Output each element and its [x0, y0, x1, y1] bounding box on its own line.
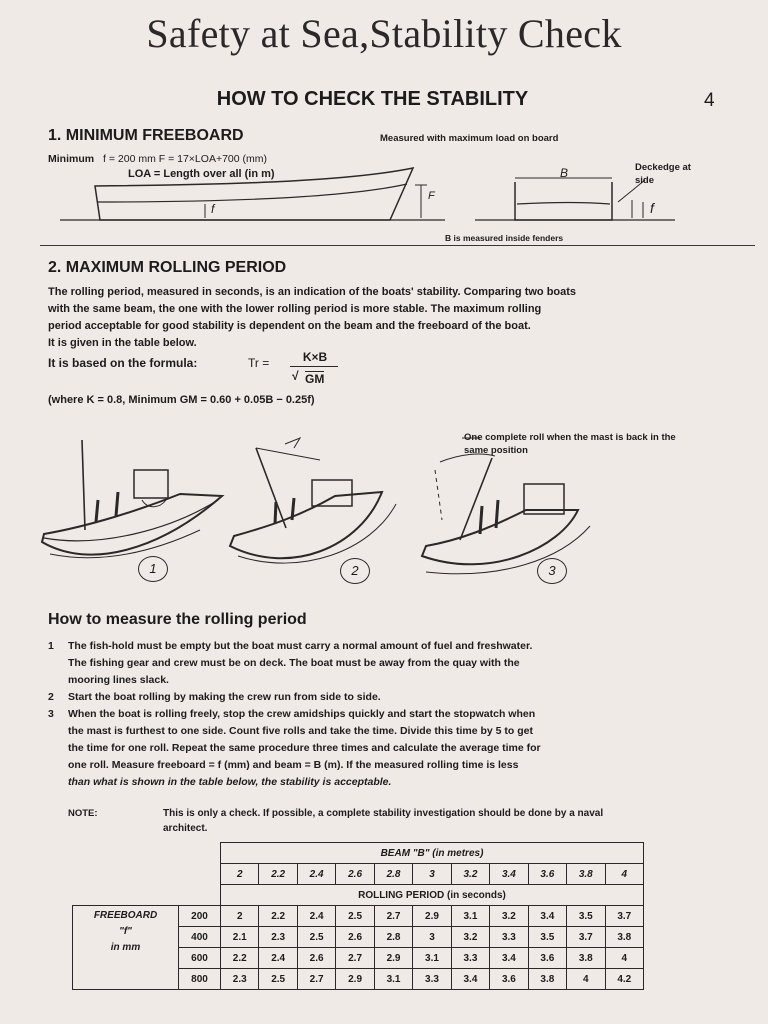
illustration-number-1: 1 [138, 556, 168, 582]
minimum-freeboard-heading: 1. MINIMUM FREEBOARD [48, 127, 244, 144]
table-cell: 2.2 [259, 906, 297, 927]
step-line: The fish-hold must be empty but the boat must carry a normal amount of fuel and freshwater. [68, 640, 533, 652]
table-cell: 3.6 [528, 948, 566, 969]
table-cell: 2 [221, 906, 259, 927]
step-line: one roll. Measure freeboard = f (mm) and beam = B (m). If the measured rolling time is less [68, 759, 519, 771]
freeboard-label-cell [73, 906, 179, 990]
loa-definition: LOA = Length over all (in m) [128, 168, 275, 180]
boat-illustration-2 [230, 438, 396, 563]
table-cell: 3.4 [451, 969, 489, 990]
table-cell: 3.4 [490, 948, 528, 969]
table-cell: 3.2 [451, 927, 489, 948]
minimum-label: Minimum [48, 153, 95, 165]
freeboard-label: FREEBOARD [93, 910, 158, 921]
roll-annotation: One complete roll when the mast is back in the same position [464, 432, 676, 456]
beam-cell: 3 [413, 864, 451, 885]
beam-cell: 3.4 [490, 864, 528, 885]
beam-cell: 2.8 [374, 864, 412, 885]
table-row [73, 906, 644, 927]
beam-cell: 3.2 [451, 864, 489, 885]
measure-step-2 [48, 689, 728, 706]
measure-step-3 [48, 706, 728, 791]
table-cell: 2.9 [413, 906, 451, 927]
table-cell: 3.5 [567, 906, 605, 927]
beam-cell: 2 [221, 864, 259, 885]
table-cell: 3.7 [567, 927, 605, 948]
table-cell: 2.7 [297, 969, 335, 990]
table-cell: 3.4 [528, 906, 566, 927]
freeboard-symbol: "f" [119, 926, 132, 937]
section-divider [40, 245, 755, 246]
table-cell: 2.5 [336, 906, 374, 927]
rolling-header-row [73, 885, 644, 906]
table-cell: 2.9 [374, 948, 412, 969]
beam-cell: 3.6 [528, 864, 566, 885]
table-cell: 3.1 [413, 948, 451, 969]
label-f: f [211, 202, 215, 216]
table-cell: 3.8 [605, 927, 643, 948]
table-cell: 2.8 [374, 927, 412, 948]
rolling-period-heading: 2. MAXIMUM ROLLING PERIOD [48, 259, 287, 276]
freeboard-value: 600 [179, 948, 221, 969]
deck-line [97, 184, 407, 202]
formula-intro: It is based on the formula: [48, 356, 198, 370]
table-cell: 2.1 [221, 927, 259, 948]
beam-cell: 2.4 [297, 864, 335, 885]
table-cell: 4.2 [605, 969, 643, 990]
step-line: the mast is furthest to one side. Count five rolls and take the time. Divide this time by 5 to get [68, 725, 533, 737]
table-cell: 3.3 [413, 969, 451, 990]
paragraph-line: It is given in the table below. [48, 337, 197, 349]
table-cell: 2.5 [259, 969, 297, 990]
beam-cell: 2.6 [336, 864, 374, 885]
step-line: the time for one roll. Repeat the same procedure three times and calculate the average time for [68, 742, 541, 754]
beam-values-row [73, 864, 644, 885]
label-f-section: f [650, 200, 654, 216]
freeboard-unit: in mm [110, 942, 141, 953]
section-subtitle: HOW TO CHECK THE STABILITY [216, 88, 529, 110]
page-number: 4 [704, 90, 715, 111]
sqrt-sign: √ [292, 369, 299, 383]
note-label: NOTE: [68, 808, 98, 819]
beam-cell: 2.2 [259, 864, 297, 885]
paragraph-line: with the same beam, the one with the lower rolling period is more stable. The maximum rolling [48, 303, 542, 315]
measure-step-1 [48, 638, 728, 689]
page-title: Safety at Sea,Stability Check [146, 11, 622, 56]
table-cell: 2.9 [336, 969, 374, 990]
formula-denominator: GM [305, 372, 325, 386]
measure-steps [48, 638, 728, 791]
illustration-number-2: 2 [340, 558, 370, 584]
hull-section [515, 182, 612, 220]
freeboard-value: 200 [179, 906, 221, 927]
rolling-period-table [72, 842, 644, 990]
table-cell: 3.7 [605, 906, 643, 927]
step-number: 3 [48, 708, 54, 720]
beam-cell: 3.8 [567, 864, 605, 885]
paragraph-line: period acceptable for good stability is dependent on the beam and the freeboard of the boat. [48, 320, 531, 332]
table-cell: 4 [567, 969, 605, 990]
rolling-paragraph [48, 284, 708, 352]
deckedge-label: Deckedge at side [635, 162, 691, 186]
table-cell: 2.7 [336, 948, 374, 969]
beam-header-row [73, 843, 644, 864]
boat-illustration-3 [422, 438, 590, 574]
table-cell: 2.4 [259, 948, 297, 969]
boat-illustration-1 [42, 440, 222, 558]
step-line: than what is shown in the table below, the stability is acceptable. [68, 776, 392, 788]
load-note: Measured with maximum load on board [380, 133, 559, 144]
table-cell: 4 [605, 948, 643, 969]
table-cell: 2.5 [297, 927, 335, 948]
formula-note: (where K = 0.8, Minimum GM = 0.60 + 0.05B − 0.25f) [48, 394, 315, 406]
table-cell: 2.3 [259, 927, 297, 948]
fraction-bar [290, 366, 338, 367]
step-number: 2 [48, 691, 54, 703]
table-cell: 2.6 [297, 948, 335, 969]
table-cell: 2.6 [336, 927, 374, 948]
step-line: Start the boat rolling by making the crew run from side to side. [68, 691, 381, 703]
table-cell: 3.1 [374, 969, 412, 990]
table-cell: 3 [413, 927, 451, 948]
label-F: F [428, 190, 435, 202]
note-text: This is only a check. If possible, a complete stability investigation should be done by a naval architect. [163, 808, 604, 834]
freeboard-value: 400 [179, 927, 221, 948]
formula-numerator: K×B [302, 350, 328, 364]
minimum-formula: f = 200 mm F = 17×LOA+700 (mm) [103, 153, 268, 165]
table-cell: 3.6 [490, 969, 528, 990]
table-cell: 3.8 [567, 948, 605, 969]
table-cell: 2.7 [374, 906, 412, 927]
table-cell: 2.3 [221, 969, 259, 990]
b-note: B is measured inside fenders [445, 233, 564, 243]
step-number: 1 [48, 640, 54, 652]
beam-cell: 4 [605, 864, 643, 885]
hull-side-outline [95, 168, 413, 220]
table-cell: 3.3 [490, 927, 528, 948]
step-line: The fishing gear and crew must be on deck. The boat must be away from the quay with the [68, 657, 520, 669]
measure-heading: How to measure the rolling period [48, 611, 307, 628]
label-B: B [560, 166, 569, 180]
rolling-header: ROLLING PERIOD (in seconds) [221, 885, 644, 906]
table-cell: 2.4 [297, 906, 335, 927]
table-cell: 3.2 [490, 906, 528, 927]
step-line: When the boat is rolling freely, stop the crew amidships quickly and start the stopwatch when [68, 708, 536, 720]
step-line: mooring lines slack. [68, 674, 169, 686]
table-cell: 3.5 [528, 927, 566, 948]
table-cell: 3.8 [528, 969, 566, 990]
table-cell: 3.1 [451, 906, 489, 927]
table-cell: 3.3 [451, 948, 489, 969]
table-cell: 2.2 [221, 948, 259, 969]
paragraph-line: The rolling period, measured in seconds, is an indication of the boats' stability. Comparing two boats [48, 286, 577, 298]
illustration-number-3: 3 [537, 558, 567, 584]
formula-lhs: Tr = [248, 356, 270, 370]
freeboard-value: 800 [179, 969, 221, 990]
beam-header: BEAM "B" (in metres) [221, 843, 644, 864]
